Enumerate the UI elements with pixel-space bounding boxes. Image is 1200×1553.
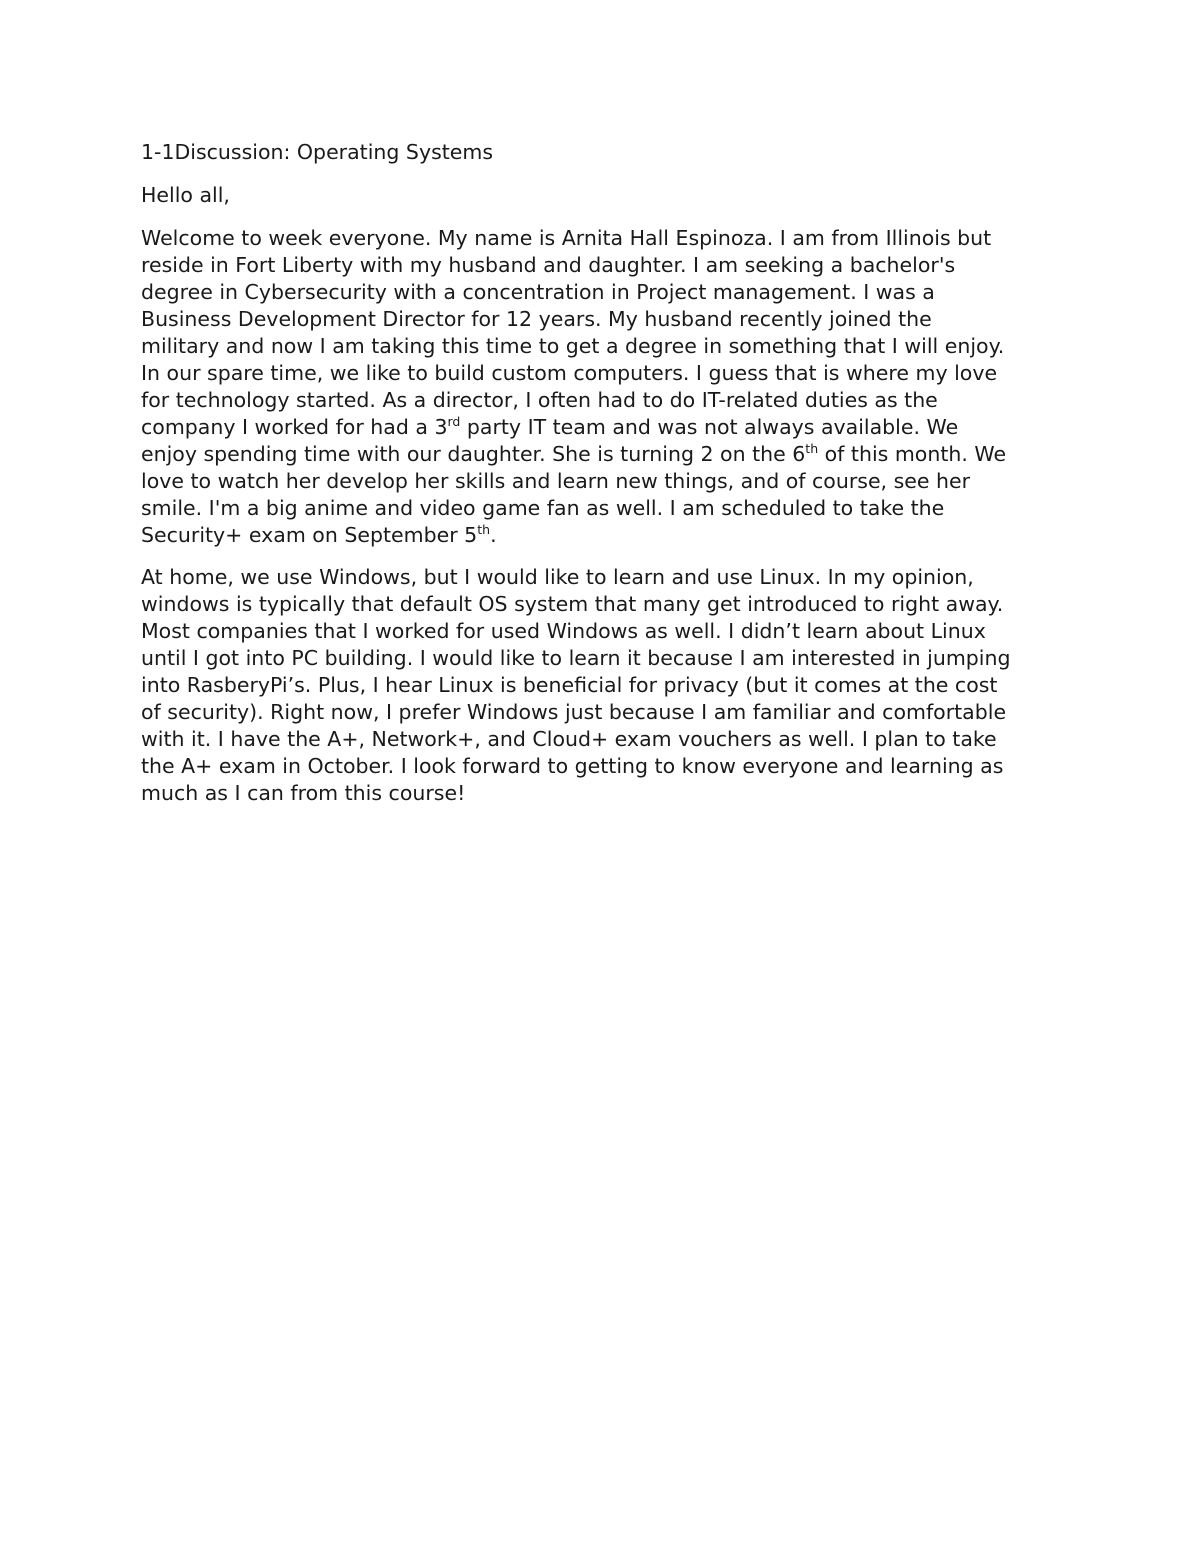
superscript-ordinal: rd xyxy=(447,414,461,429)
text-line: love to watch her develop her skills and learn new things, and of course, see her xyxy=(141,469,971,493)
text-line: much as I can from this course! xyxy=(141,781,466,805)
text-line: of security). Right now, I prefer Windows just because I am familiar and comfortable xyxy=(141,700,1007,724)
superscript-ordinal: th xyxy=(477,522,491,537)
text-segment: . xyxy=(490,523,497,547)
text-line: smile. I'm a big anime and video game fan as well. I am scheduled to take the xyxy=(141,496,945,520)
text-line: military and now I am taking this time to get a degree in something that I will enjoy. xyxy=(141,334,1005,358)
text-line xyxy=(141,441,1071,468)
text-line: with it. I have the A+, Network+, and Cloud+ exam vouchers as well. I plan to take xyxy=(141,727,997,751)
text-line: the A+ exam in October. I look forward to getting to know everyone and learning as xyxy=(141,754,1004,778)
text-line: Business Development Director for 12 years. My husband recently joined the xyxy=(141,307,932,331)
text-line: Welcome to week everyone. My name is Arnita Hall Espinoza. I am from Illinois but xyxy=(141,226,992,250)
superscript-ordinal: th xyxy=(805,441,819,456)
paragraph-introduction xyxy=(141,225,1071,549)
text-line: windows is typically that default OS system that many get introduced to right away. xyxy=(141,592,1004,616)
document-body xyxy=(141,139,1071,807)
document-title: 1-1Discussion: Operating Systems xyxy=(141,140,494,164)
text-line: reside in Fort Liberty with my husband and daughter. I am seeking a bachelor's xyxy=(141,253,956,277)
text-segment: enjoy spending time with our daughter. She is turning 2 on the 6 xyxy=(141,442,806,466)
text-line: for technology started. As a director, I often had to do IT-related duties as the xyxy=(141,388,938,412)
text-line: Most companies that I worked for used Windows as well. I didn’t learn about Linux xyxy=(141,619,986,643)
text-segment: of this month. We xyxy=(818,442,1007,466)
text-line: degree in Cybersecurity with a concentration in Project management. I was a xyxy=(141,280,935,304)
text-line: In our spare time, we like to build custom computers. I guess that is where my love xyxy=(141,361,998,385)
text-segment: company I worked for had a 3 xyxy=(141,415,448,439)
text-line: At home, we use Windows, but I would like to learn and use Linux. In my opinion, xyxy=(141,565,974,589)
text-segment: party IT team and was not always available. We xyxy=(460,415,959,439)
text-line xyxy=(141,414,1071,441)
greeting-line: Hello all, xyxy=(141,183,230,207)
text-segment: Security+ exam on September 5 xyxy=(141,523,478,547)
text-line: until I got into PC building. I would like to learn it because I am interested in jumping xyxy=(141,646,1011,670)
text-line: into RasberyPi’s. Plus, I hear Linux is beneficial for privacy (but it comes at the cost xyxy=(141,673,998,697)
paragraph-operating-systems xyxy=(141,564,1071,807)
text-line xyxy=(141,522,1071,549)
